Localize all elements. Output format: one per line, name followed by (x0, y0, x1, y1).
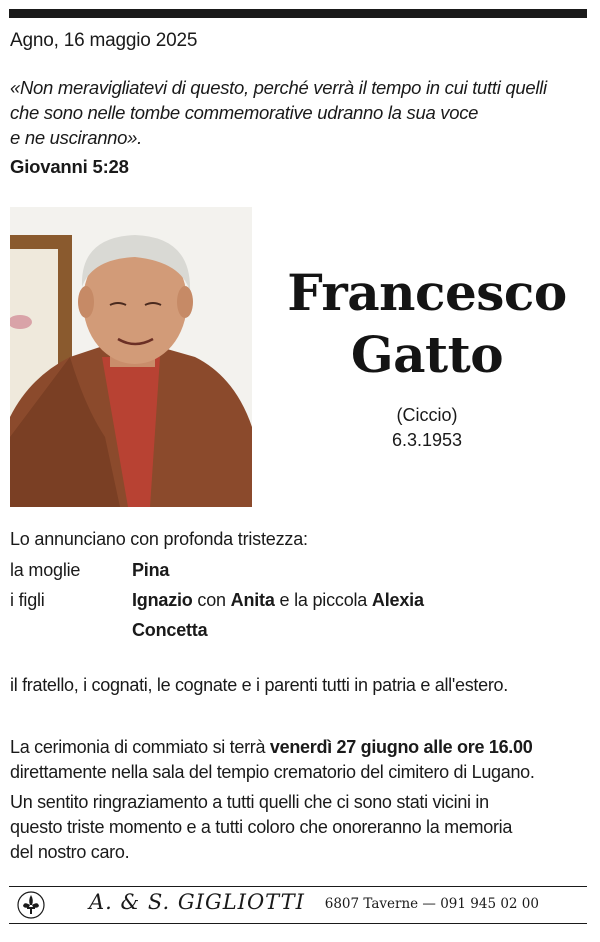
thanks-text (10, 790, 590, 865)
family-name: Concetta (132, 620, 208, 640)
funeral-home-contact: 6807 Taverne — 091 945 02 00 (324, 896, 539, 912)
family-connector: e la piccola (274, 590, 372, 610)
place-date: Agno, 16 maggio 2025 (10, 30, 198, 51)
thanks-line: questo triste momento e a tutti coloro che onoreranno la memoria (10, 817, 513, 837)
deceased-photo (10, 207, 252, 507)
birth-date: 6.3.1953 (391, 430, 463, 450)
relation-label: la moglie (10, 560, 81, 580)
thanks-line: del nostro caro. (10, 842, 130, 862)
relatives-line: il fratello, i cognati, le cognate e i parenti tutti in patria e all'estero. (10, 675, 508, 695)
family-name: Alexia (371, 590, 424, 610)
verse-line: che sono nelle tombe commemorative udranno la sua voce (10, 102, 479, 123)
thanks-line: Un sentito ringraziamento a tutti quelli che ci sono stati vicini in (10, 792, 489, 812)
ceremony-pre: La cerimonia di commiato si terrà (10, 737, 270, 757)
nickname: (Ciccio) (396, 405, 458, 425)
bible-verse (10, 75, 590, 150)
first-name: Francesco (287, 263, 567, 322)
fleur-de-lis-icon (17, 891, 45, 919)
family-names (132, 590, 424, 611)
top-rule (9, 9, 587, 18)
funeral-home-name: A. & S. GIGLIOTTI (89, 890, 305, 914)
family-name: Ignazio (132, 590, 193, 610)
funeral-home-footer (9, 886, 587, 924)
ceremony-line (10, 735, 590, 760)
ceremony-line: direttamente nella sala del tempio crematorio del cimitero di Lugano. (10, 762, 535, 782)
last-name: Gatto (350, 325, 504, 384)
relation-label: i figli (10, 590, 45, 610)
family-connector: con (192, 590, 231, 610)
family-name: Pina (132, 560, 170, 580)
announcement-intro: Lo annunciano con profonda tristezza: (10, 529, 308, 549)
verse-line: «Non meravigliatevi di questo, perché verrà il tempo in cui tutti quelli (10, 77, 547, 98)
deceased-name (262, 262, 592, 386)
verse-line: e ne usciranno». (10, 127, 142, 148)
ceremony-info (10, 735, 590, 785)
ceremony-datetime: venerdì 27 giugno alle ore 16.00 (269, 737, 533, 757)
family-name: Anita (230, 590, 275, 610)
verse-reference: Giovanni 5:28 (10, 156, 129, 177)
